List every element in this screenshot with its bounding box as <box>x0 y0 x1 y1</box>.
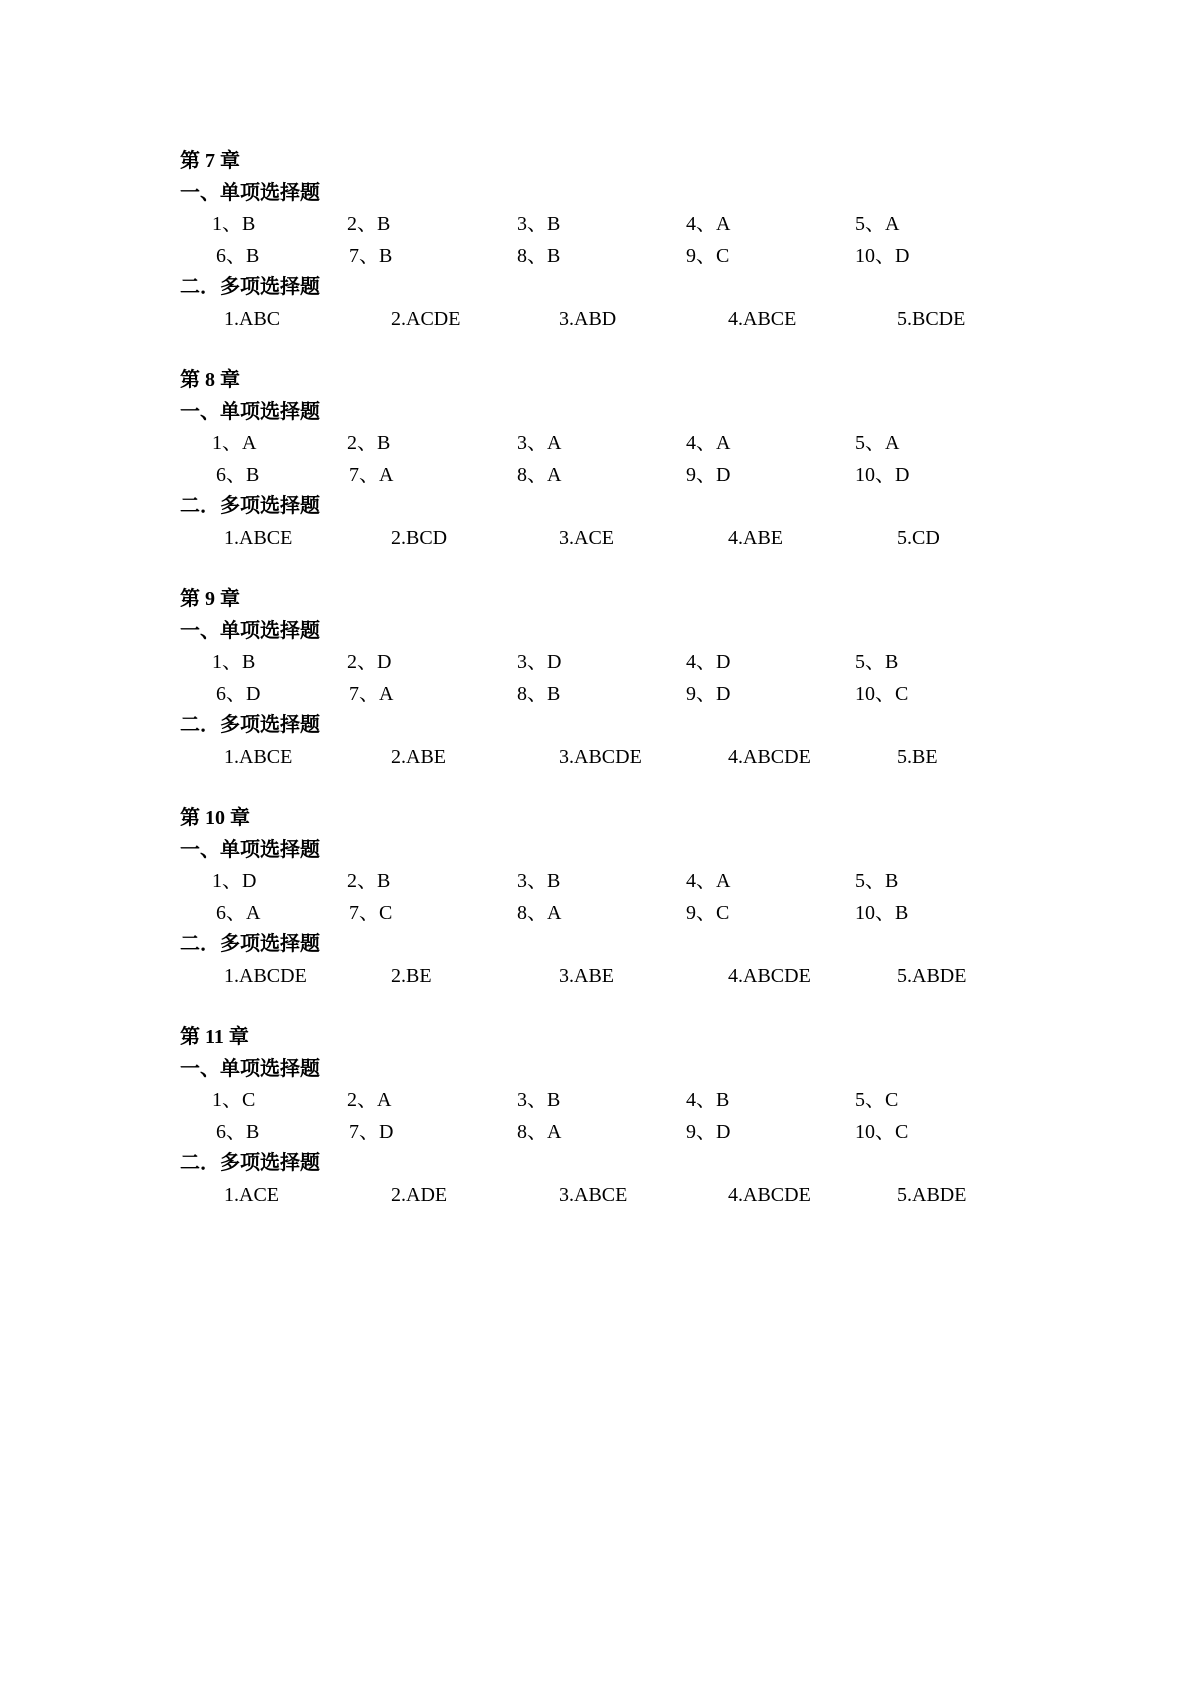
answer-item: 5.ABDE <box>897 1183 967 1206</box>
answer-item: 10、B <box>855 901 909 924</box>
single-choice-heading: 一、单项选择题 <box>180 838 320 861</box>
answer-item: 3.ABCDE <box>559 745 642 768</box>
single-choice-row <box>180 460 1080 492</box>
answer-item: 4、B <box>686 1089 730 1111</box>
answer-item: 1.ABCE <box>224 745 293 768</box>
multi-choice-heading: 二．多项选择题 <box>180 714 320 736</box>
answer-item: 6、B <box>216 463 260 486</box>
answer-item: 1、B <box>212 213 256 235</box>
single-choice-row <box>180 209 1080 241</box>
answer-item: 4、A <box>686 432 731 454</box>
chapter-title: 第 7 章 <box>180 150 240 172</box>
answer-item: 2、B <box>347 432 391 454</box>
answer-item: 3.ABD <box>559 307 617 330</box>
chapter-section <box>180 803 1080 992</box>
answer-item: 5.ABDE <box>897 964 967 987</box>
answer-item: 2.BCD <box>391 526 448 549</box>
answer-item: 5、B <box>855 651 899 673</box>
answer-item: 4.ABCDE <box>728 745 811 768</box>
answer-item: 8、B <box>517 682 561 705</box>
chapter-title: 第 10 章 <box>180 807 250 829</box>
multi-choice-row <box>180 1180 1080 1212</box>
answer-item: 2、A <box>347 1089 392 1111</box>
answer-item: 5.CD <box>897 526 940 549</box>
answer-item: 1.ABC <box>224 307 281 330</box>
single-choice-row <box>180 1117 1080 1149</box>
answer-item: 9、C <box>686 901 730 924</box>
answer-item: 5、B <box>855 870 899 892</box>
answer-item: 1.ACE <box>224 1183 279 1206</box>
answer-item: 4.ABCDE <box>728 964 811 987</box>
answer-item: 5、A <box>855 213 900 235</box>
answer-item: 4、A <box>686 213 731 235</box>
answer-item: 2、B <box>347 213 391 235</box>
single-choice-row <box>180 241 1080 273</box>
chapter-section <box>180 584 1080 773</box>
multi-choice-heading: 二．多项选择题 <box>180 1152 320 1174</box>
answer-item: 3.ABCE <box>559 1183 628 1206</box>
answer-item: 6、B <box>216 1120 260 1143</box>
answer-item: 1.ABCE <box>224 526 293 549</box>
answer-item: 3、D <box>517 651 562 673</box>
answer-item: 5.BE <box>897 745 938 768</box>
multi-choice-row <box>180 304 1080 336</box>
answer-item: 2、D <box>347 651 392 673</box>
answer-item: 5、C <box>855 1089 899 1111</box>
answer-item: 8、B <box>517 244 561 267</box>
answer-item: 1、B <box>212 651 256 673</box>
answer-item: 4、D <box>686 651 731 673</box>
chapter-title: 第 9 章 <box>180 588 240 610</box>
answer-item: 3、B <box>517 213 561 235</box>
chapter-section <box>180 146 1080 335</box>
single-choice-row <box>180 866 1080 898</box>
answer-item: 3.ABE <box>559 964 614 987</box>
single-choice-heading: 一、单项选择题 <box>180 1057 320 1080</box>
single-choice-row <box>180 898 1080 930</box>
answer-item: 9、D <box>686 463 731 486</box>
chapter-section <box>180 365 1080 554</box>
answer-item: 4.ABCE <box>728 307 797 330</box>
answer-item: 10、D <box>855 244 910 267</box>
single-choice-row <box>180 1085 1080 1117</box>
answer-item: 6、D <box>216 682 261 705</box>
answer-item: 8、A <box>517 463 562 486</box>
answer-item: 2.ADE <box>391 1183 448 1206</box>
answer-item: 3、A <box>517 432 562 454</box>
answer-item: 7、A <box>349 463 394 486</box>
multi-choice-row <box>180 961 1080 993</box>
single-choice-row <box>180 428 1080 460</box>
answer-item: 6、A <box>216 901 261 924</box>
answer-item: 3、B <box>517 870 561 892</box>
single-choice-heading: 一、单项选择题 <box>180 181 320 204</box>
answer-item: 1.ABCDE <box>224 964 307 987</box>
single-choice-heading: 一、单项选择题 <box>180 619 320 642</box>
answer-item: 9、D <box>686 1120 731 1143</box>
answer-item: 5、A <box>855 432 900 454</box>
single-choice-row <box>180 679 1080 711</box>
answer-item: 7、D <box>349 1120 394 1143</box>
single-choice-heading: 一、单项选择题 <box>180 400 320 423</box>
answer-item: 3.ACE <box>559 526 614 549</box>
answer-item: 6、B <box>216 244 260 267</box>
answer-item: 2.ABE <box>391 745 446 768</box>
chapter-section <box>180 1022 1080 1211</box>
answer-item: 9、D <box>686 682 731 705</box>
multi-choice-row <box>180 523 1080 555</box>
answer-item: 4.ABE <box>728 526 783 549</box>
multi-choice-heading: 二．多项选择题 <box>180 495 320 517</box>
answer-item: 7、A <box>349 682 394 705</box>
answer-key-page <box>180 146 1080 1241</box>
answer-item: 1、D <box>212 870 257 892</box>
answer-item: 1、C <box>212 1089 256 1111</box>
answer-item: 2.ACDE <box>391 307 461 330</box>
answer-item: 2.BE <box>391 964 432 987</box>
single-choice-row <box>180 647 1080 679</box>
answer-item: 9、C <box>686 244 730 267</box>
answer-item: 4、A <box>686 870 731 892</box>
multi-choice-row <box>180 742 1080 774</box>
answer-item: 4.ABCDE <box>728 1183 811 1206</box>
multi-choice-heading: 二．多项选择题 <box>180 276 320 298</box>
answer-item: 10、D <box>855 463 910 486</box>
answer-item: 10、C <box>855 1120 909 1143</box>
answer-item: 7、C <box>349 901 393 924</box>
multi-choice-heading: 二．多项选择题 <box>180 933 320 955</box>
answer-item: 3、B <box>517 1089 561 1111</box>
chapter-title: 第 11 章 <box>180 1026 249 1048</box>
answer-item: 2、B <box>347 870 391 892</box>
answer-item: 1、A <box>212 432 257 454</box>
answer-item: 7、B <box>349 244 393 267</box>
answer-item: 10、C <box>855 682 909 705</box>
answer-item: 8、A <box>517 901 562 924</box>
chapter-title: 第 8 章 <box>180 369 240 391</box>
answer-item: 5.BCDE <box>897 307 966 330</box>
answer-item: 8、A <box>517 1120 562 1143</box>
